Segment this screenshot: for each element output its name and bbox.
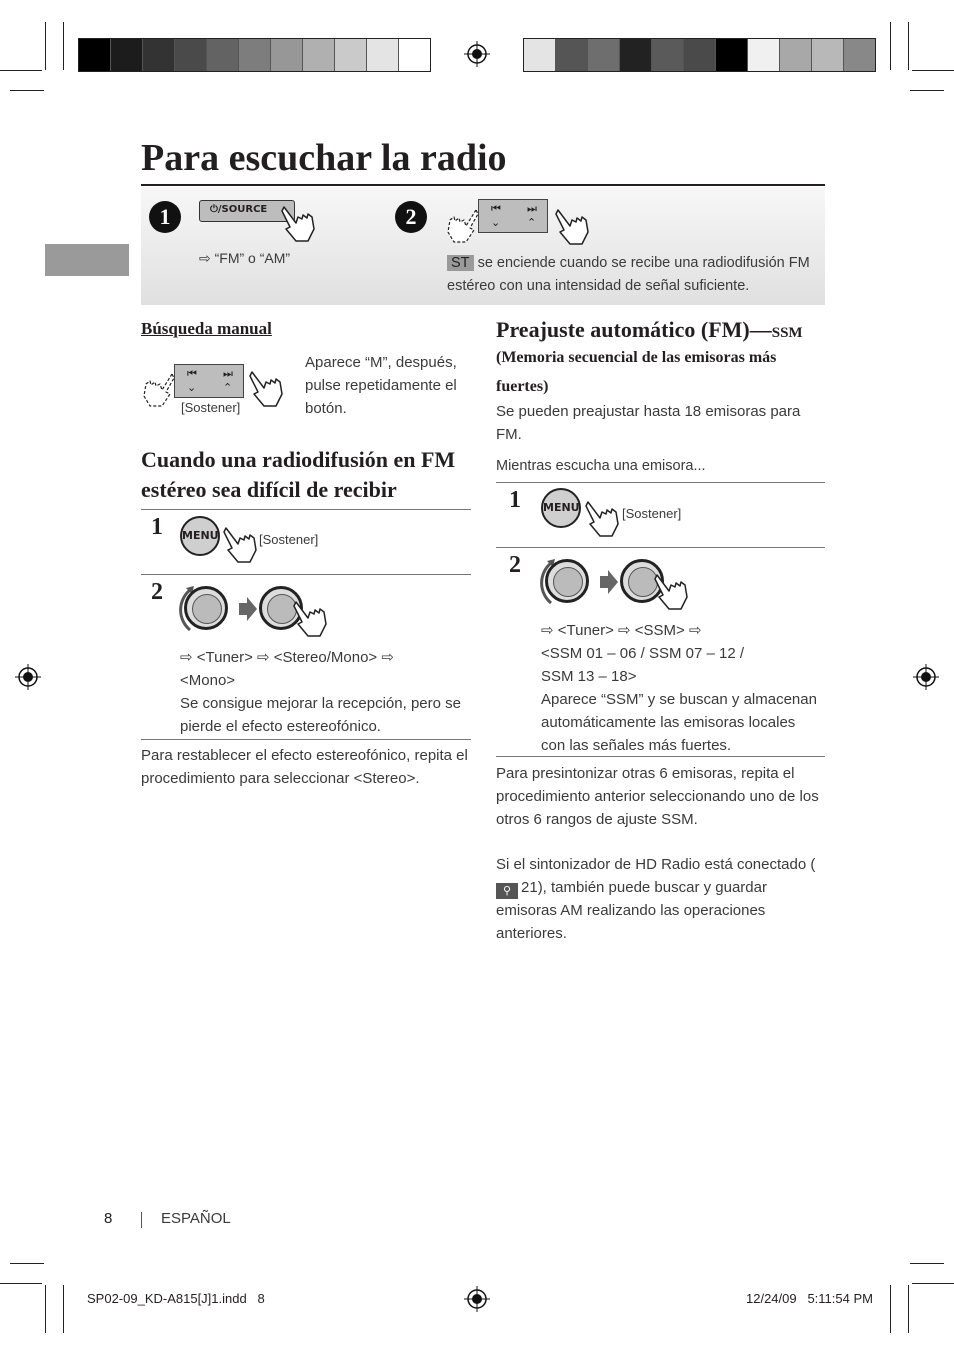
control-dial[interactable] bbox=[184, 586, 228, 630]
difficult-path-line2: <Mono> bbox=[180, 672, 236, 689]
ssm-note2-b: ), también puede buscar y guardar emisoras AM realizando las operaciones anteriores. bbox=[496, 879, 767, 942]
crop-mark bbox=[0, 1283, 42, 1284]
difficult-result: Se consigue mejorar la recepción, pero se pierde el efecto estereofónico. bbox=[180, 695, 461, 735]
menu-button[interactable]: MENU bbox=[180, 516, 220, 556]
crop-mark bbox=[10, 1263, 44, 1264]
ssm-heading-text: Preajuste automático (FM)— bbox=[496, 317, 772, 342]
control-dial[interactable] bbox=[545, 559, 589, 603]
ssm-note2 bbox=[496, 853, 821, 945]
ssm-while: Mientras escucha una emisora... bbox=[496, 458, 706, 474]
divider bbox=[141, 739, 471, 740]
ssm-hold-label: [Sostener] bbox=[622, 506, 682, 521]
registration-mark-icon bbox=[913, 664, 939, 690]
crop-mark bbox=[908, 1285, 909, 1333]
section-tab bbox=[45, 244, 129, 276]
difficult-hold-label: [Sostener] bbox=[259, 532, 319, 547]
registration-mark-icon bbox=[464, 41, 490, 67]
ssm-result: Aparece “SSM” y se buscan y almacenan automáticamente las emisoras locales con las señales más fuertes. bbox=[541, 691, 817, 754]
seek-forward-icon: ⏭ ⌃ bbox=[527, 202, 537, 229]
slug-file: SP02-09_KD-A815[J]1.indd 8 bbox=[87, 1291, 265, 1306]
crop-mark bbox=[0, 70, 42, 71]
arrow-icon: ⇨ bbox=[199, 250, 215, 266]
ssm-heading bbox=[496, 317, 803, 343]
difficult-path-line1: ⇨ <Tuner> ⇨ <Stereo/Mono> ⇨ bbox=[180, 649, 394, 666]
pressing-hand-icon bbox=[288, 598, 330, 640]
divider bbox=[141, 574, 471, 575]
pressing-hand-icon bbox=[276, 203, 318, 245]
manual-hold-label: [Sostener] bbox=[181, 400, 241, 415]
ssm-note2-ref: 21 bbox=[521, 879, 538, 896]
arrow-right-icon bbox=[600, 570, 618, 594]
magnifier-icon: ⚲ bbox=[496, 883, 518, 899]
ssm-note1: Para presintonizar otras 6 emisoras, repita el procedimiento anterior seleccionando uno de los otros 6 rangos de ajuste SSM. bbox=[496, 765, 819, 828]
difficult-step1-num: 1 bbox=[151, 514, 163, 540]
manual-search-text: Aparece “M”, después, pulse repetidamente el botón. bbox=[305, 354, 457, 417]
footer-language: ESPAÑOL bbox=[161, 1210, 231, 1227]
page-number: 8 bbox=[104, 1210, 113, 1227]
step1-result-text: “FM” o “AM” bbox=[214, 250, 291, 266]
ssm-subheading: (Memoria secuencial de las emisoras más fuertes) bbox=[496, 349, 777, 395]
pressing-hand-icon bbox=[244, 368, 286, 410]
ssm-path-line1: ⇨ <Tuner> ⇨ <SSM> ⇨ bbox=[541, 622, 702, 639]
difficult-step2-num: 2 bbox=[151, 579, 163, 605]
crop-mark bbox=[63, 22, 64, 70]
pressing-hand-icon bbox=[218, 524, 260, 566]
difficult-note: Para restablecer el efecto estereofónico, repita el procedimiento para seleccionar <Stereo>. bbox=[141, 747, 468, 787]
st-badge: ST bbox=[447, 255, 474, 271]
footer-separator bbox=[141, 1212, 142, 1228]
pressing-hand-icon bbox=[649, 571, 691, 613]
ssm-path-line2: <SSM 01 – 06 / SSM 07 – 12 / bbox=[541, 645, 745, 662]
manual-tune-buttons[interactable] bbox=[174, 364, 244, 398]
source-button-label: ⏻/SOURCE bbox=[210, 204, 268, 215]
step-1-badge: 1 bbox=[149, 201, 181, 233]
title-rule bbox=[141, 184, 825, 186]
divider bbox=[496, 756, 825, 757]
step2-result bbox=[447, 252, 817, 298]
crop-mark bbox=[45, 1285, 46, 1333]
dashed-hand-icon bbox=[446, 206, 484, 246]
divider bbox=[496, 482, 825, 483]
manual-search-heading: Búsqueda manual bbox=[141, 319, 272, 338]
seek-forward-icon: ⏭ ⌃ bbox=[223, 367, 233, 394]
crop-mark bbox=[910, 90, 944, 91]
arrow-right-icon bbox=[239, 597, 257, 621]
dashed-hand-icon bbox=[142, 370, 180, 410]
seek-back-icon: ⏮ ⌄ bbox=[491, 202, 501, 229]
registration-mark-icon bbox=[464, 1286, 490, 1312]
crop-mark bbox=[890, 1285, 891, 1333]
step-2-badge: 2 bbox=[395, 201, 427, 233]
seek-back-icon: ⏮ ⌄ bbox=[187, 367, 197, 394]
crop-mark bbox=[910, 1263, 944, 1264]
registration-mark-icon bbox=[15, 664, 41, 690]
crop-mark bbox=[45, 22, 46, 70]
tune-buttons[interactable] bbox=[478, 199, 548, 233]
color-bar-right bbox=[523, 38, 876, 72]
step2-result-text: se enciende cuando se recibe una radiodifusión FM estéreo con una intensidad de señal suficiente. bbox=[447, 255, 810, 294]
ssm-path-line3: SSM 13 – 18> bbox=[541, 668, 637, 685]
crop-mark bbox=[63, 1285, 64, 1333]
menu-button[interactable]: MENU bbox=[541, 488, 581, 528]
ssm-path bbox=[541, 619, 823, 757]
ssm-step1-num: 1 bbox=[509, 487, 521, 513]
divider bbox=[141, 509, 471, 510]
pressing-hand-icon bbox=[580, 498, 622, 540]
slug-datetime: 12/24/09 5:11:54 PM bbox=[746, 1291, 873, 1306]
ssm-step2-num: 2 bbox=[509, 552, 521, 578]
page-title: Para escuchar la radio bbox=[141, 137, 507, 179]
color-bar-left bbox=[78, 38, 431, 72]
difficult-heading: Cuando una radiodifusión en FM estéreo sea difícil de recibir bbox=[141, 447, 456, 502]
ssm-note2-a: Si el sintonizador de HD Radio está conectado ( bbox=[496, 856, 816, 873]
ssm-heading-small: SSM bbox=[771, 325, 803, 341]
crop-mark bbox=[10, 90, 44, 91]
step1-result bbox=[199, 250, 290, 267]
difficult-path bbox=[180, 646, 470, 738]
crop-mark bbox=[912, 70, 954, 71]
divider bbox=[496, 547, 825, 548]
ssm-intro: Se pueden preajustar hasta 18 emisoras para FM. bbox=[496, 403, 801, 443]
crop-mark bbox=[912, 1283, 954, 1284]
crop-mark bbox=[908, 22, 909, 70]
crop-mark bbox=[890, 22, 891, 70]
pressing-hand-icon bbox=[550, 206, 592, 248]
